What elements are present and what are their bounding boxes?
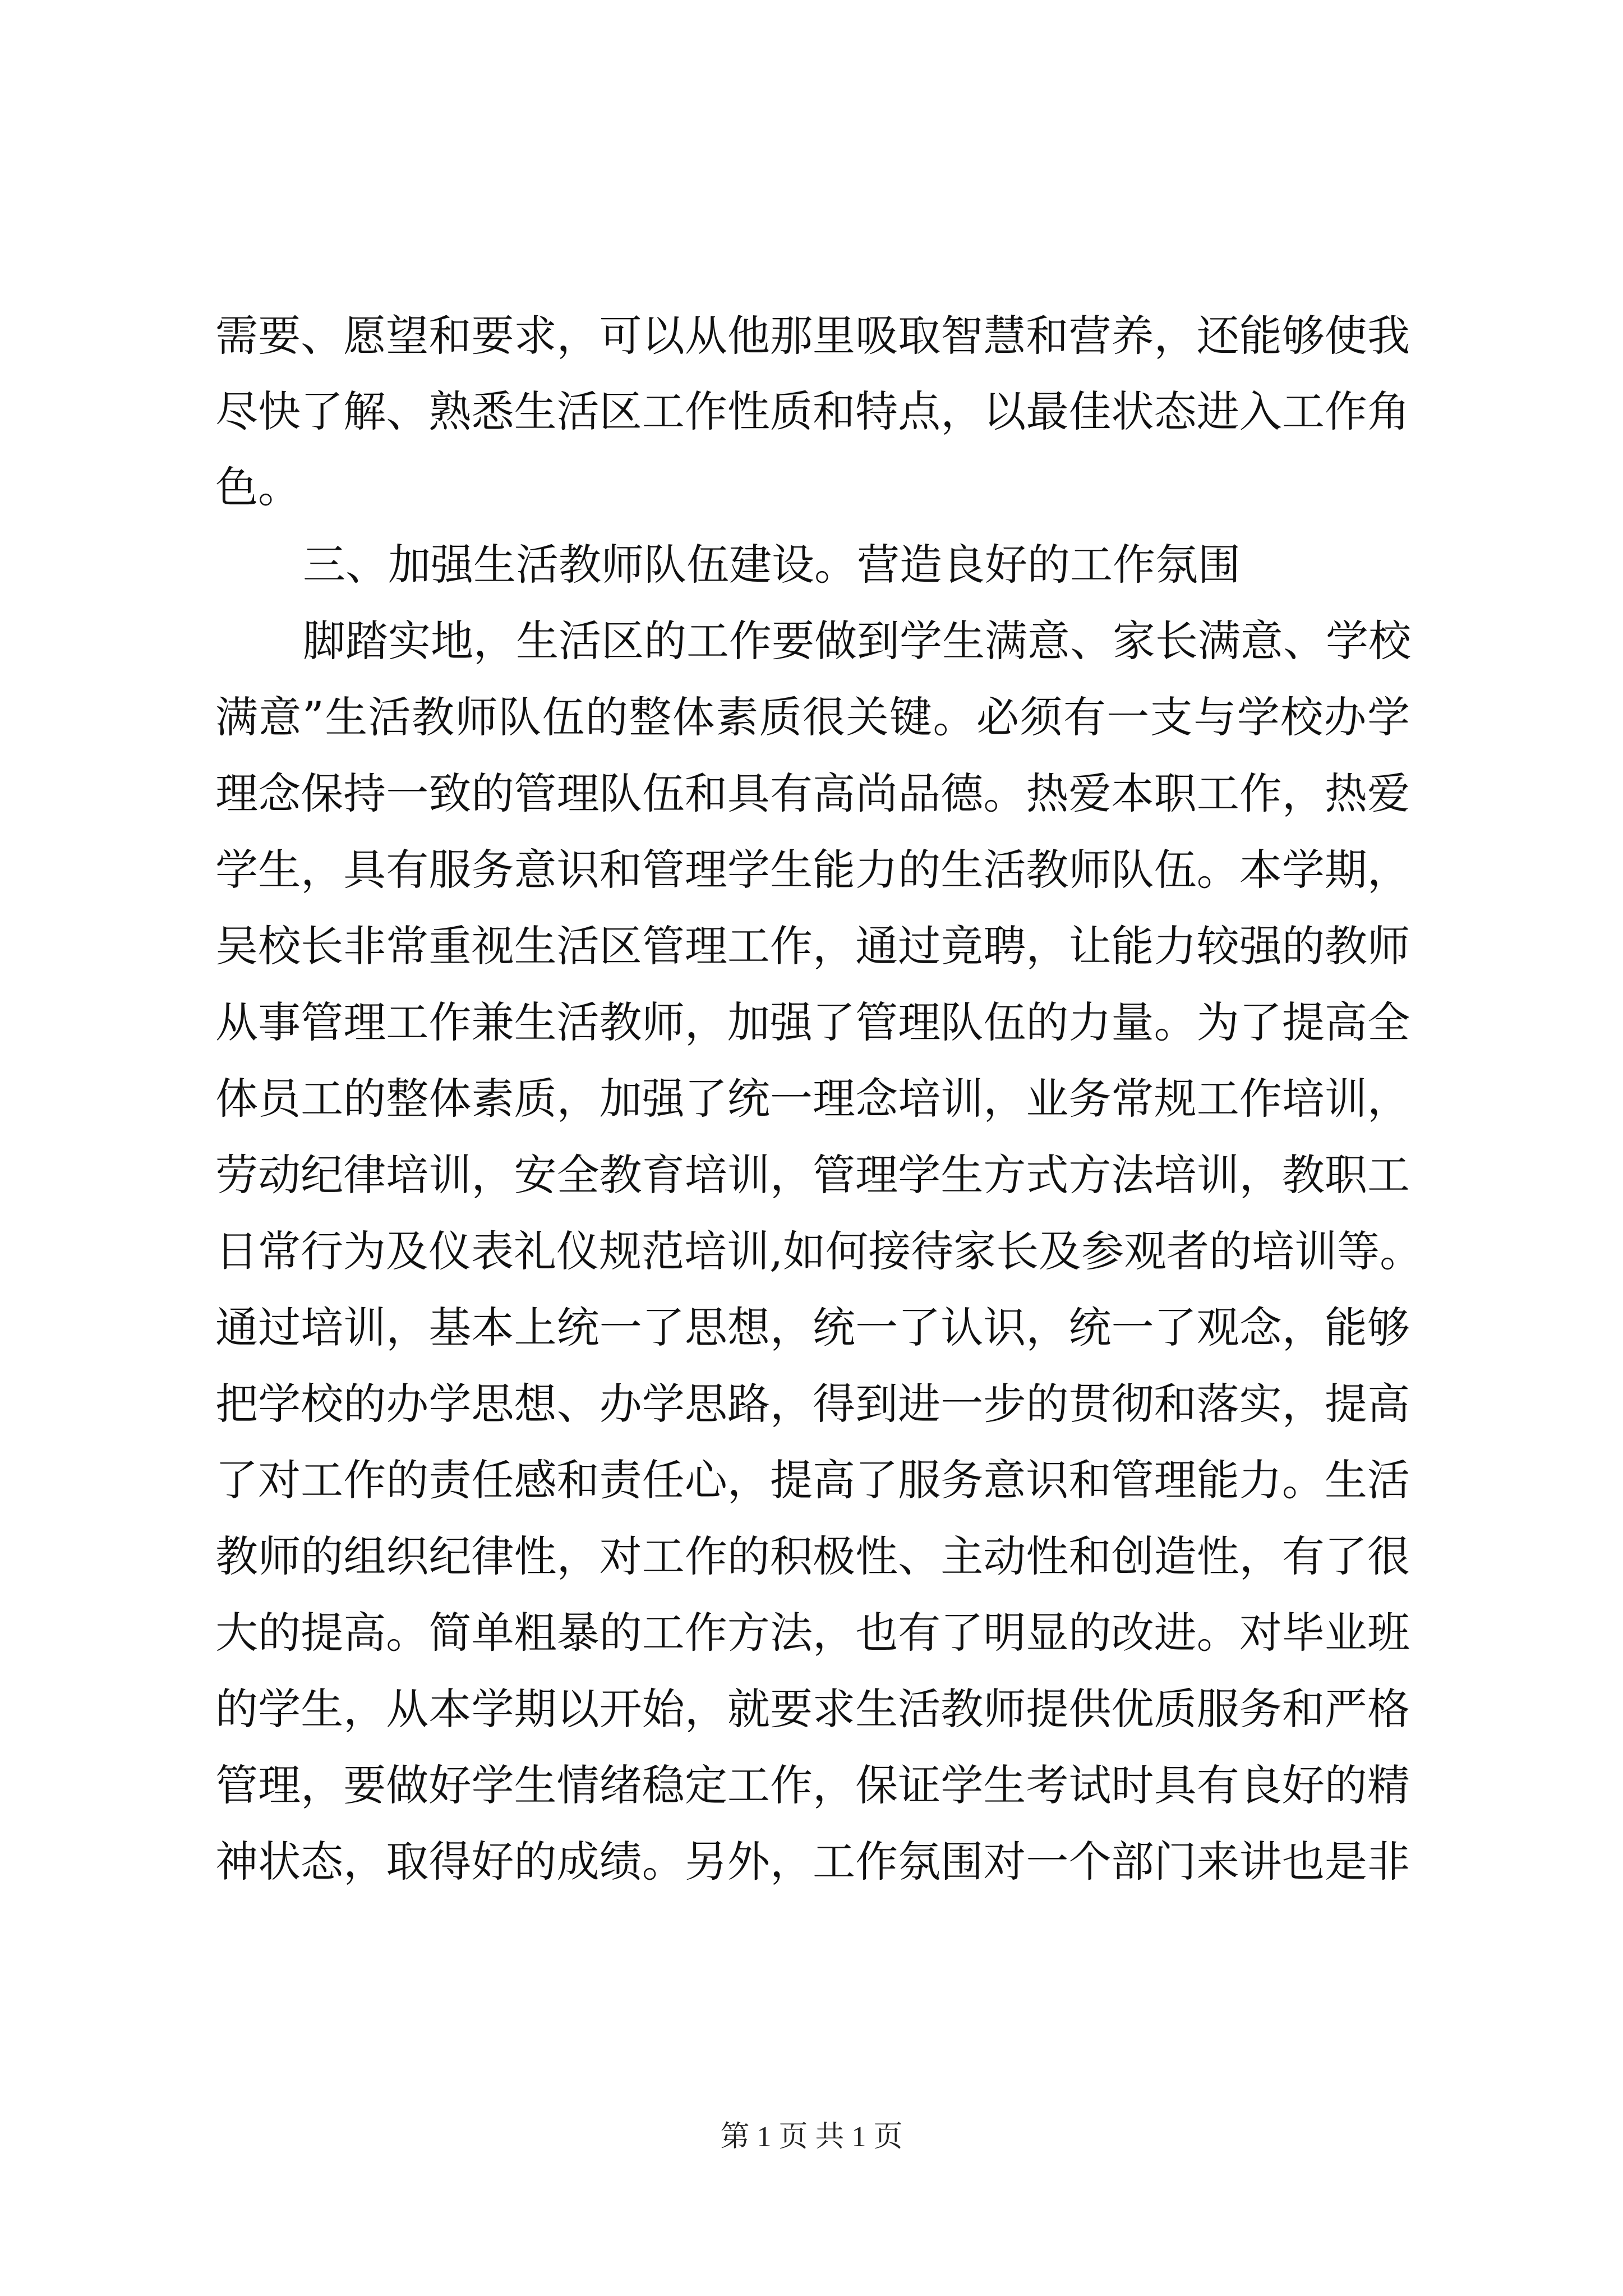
text-line: 大的提高。简单粗暴的工作方法，也有了明显的改进。对毕业班: [215, 1608, 1410, 1658]
text-line: 通过培训，基本上统一了思想，统一了认识，统一了观念，能够: [215, 1303, 1410, 1352]
text-line: 尽快了解、熟悉生活区工作性质和特点，以最佳状态进入工作角: [215, 386, 1410, 436]
text-line: 需要、愿望和要求，可以从他那里吸取智慧和营养，还能够使我: [215, 311, 1410, 361]
text-line: 劳动纪律培训，安全教育培训，管理学生方式方法培训，教职工: [215, 1150, 1410, 1200]
text-line: 满意”生活教师队伍的整体素质很关键。必须有一支与学校办学: [215, 692, 1410, 742]
text-line: 教师的组织纪律性，对工作的积极性、主动性和创造性，有了很: [215, 1531, 1410, 1581]
text-line: 吴校长非常重视生活区管理工作，通过竟聘，让能力较强的教师: [215, 921, 1410, 971]
page-number-footer: 第 1 页 共 1 页: [720, 2121, 903, 2153]
text-line: 日常行为及仪表礼仪规范培训,如何接待家长及参观者的培训等。: [215, 1226, 1423, 1276]
text-line: 学生，具有服务意识和管理学生能力的生活教师队伍。本学期，: [215, 845, 1410, 895]
text-line: 脚踏实地，生活区的工作要做到学生满意、家长满意、学校: [303, 616, 1411, 666]
text-line: 从事管理工作兼生活教师，加强了管理队伍的力量。为了提高全: [215, 997, 1410, 1047]
text-line: 色。: [215, 462, 301, 512]
section-heading: 三、加强生活教师队伍建设。营造良好的工作氛围: [303, 540, 1241, 590]
text-line: 把学校的办学思想、办学思路，得到进一步的贯彻和落实，提高: [215, 1379, 1410, 1429]
text-line: 体员工的整体素质，加强了统一理念培训，业务常规工作培训，: [215, 1074, 1410, 1124]
text-line: 神状态，取得好的成绩。另外，工作氛围对一个部门来讲也是非: [215, 1837, 1410, 1887]
text-line: 管理，要做好学生情绪稳定工作，保证学生考试时具有良好的精: [215, 1760, 1410, 1810]
text-line: 理念保持一致的管理队伍和具有高尚品德。热爱本职工作，热爱: [215, 769, 1410, 818]
text-line: 的学生，从本学期以开始，就要求生活教师提供优质服务和严格: [215, 1684, 1410, 1734]
text-line: 了对工作的责任感和责任心，提高了服务意识和管理能力。生活: [215, 1455, 1410, 1505]
